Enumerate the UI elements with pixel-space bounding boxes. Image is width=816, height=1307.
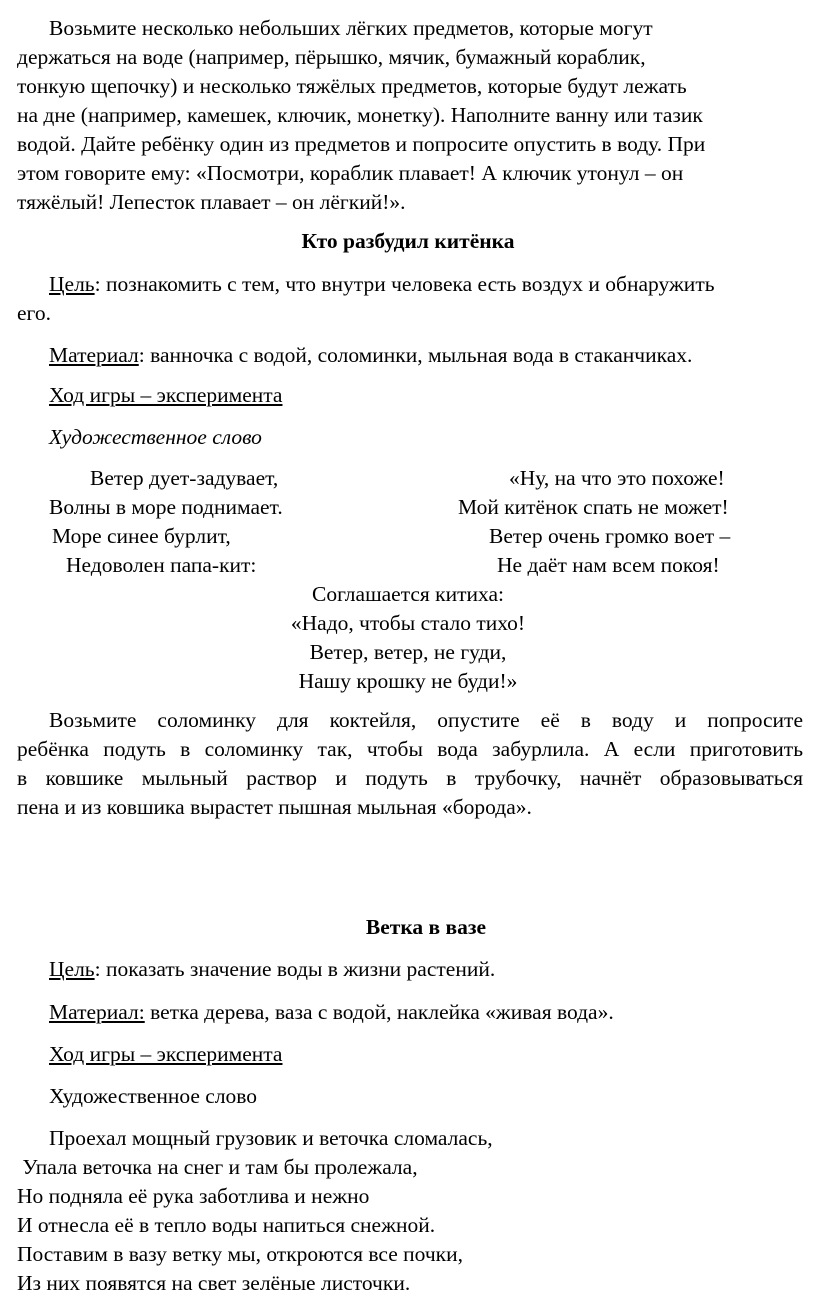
- poem-center-line: Ветер, ветер, не гуди,: [309, 640, 507, 664]
- section-title: Ветка в вазе: [365, 915, 487, 939]
- poem-line: Но подняла её рука заботлива и нежно: [17, 1184, 370, 1208]
- intro-line: этом говорите ему: «Посмотри, кораблик плавает! А ключик утонул – он: [17, 161, 684, 185]
- intro-line: на дне (например, камешек, ключик, монетку). Наполните ванну или тазик: [17, 103, 703, 127]
- poem-line: Из них появятся на свет зелёные листочки.: [17, 1271, 411, 1295]
- poem-left-line: Море синее бурлит,: [52, 524, 231, 548]
- goal-label: Цель: [49, 957, 95, 981]
- art-word-label: Художественное слово: [49, 1084, 258, 1108]
- process-label: Ход игры – эксперимента: [49, 1042, 283, 1066]
- intro-line: тонкую щепочку) и несколько тяжёлых предметов, которые будут лежать: [17, 74, 687, 98]
- closing-line: пена и из ковшика вырастет пышная мыльная «борода».: [17, 795, 532, 819]
- poem-right-line: Мой китёнок спать не может!: [458, 495, 729, 519]
- goal-continuation: его.: [17, 301, 51, 325]
- material-row: [49, 998, 614, 1026]
- poem-line: Поставим в вазу ветку мы, откроются все почки,: [17, 1242, 463, 1266]
- poem-left-line: Ветер дует-задувает,: [90, 466, 279, 490]
- poem-left-line: Волны в море поднимает.: [49, 495, 283, 519]
- closing-line: в ковшике мыльный раствор и подуть в трубочку, начнёт образовываться: [17, 766, 803, 790]
- goal-label: Цель: [49, 272, 95, 296]
- goal-row: [49, 270, 715, 298]
- poem-right-line: Ветер очень громко воет –: [489, 524, 731, 548]
- process-label: Ход игры – эксперимента: [49, 383, 283, 407]
- goal-text: : показать значение воды в жизни растений.: [94, 957, 496, 981]
- poem-right-line: «Ну, на что это похоже!: [509, 466, 725, 490]
- poem-line: Проехал мощный грузовик и веточка сломалась,: [49, 1126, 493, 1150]
- closing-line: ребёнка подуть в соломинку так, чтобы вода забурлила. А если приготовить: [17, 737, 803, 761]
- intro-line: тяжёлый! Лепесток плавает – он лёгкий!».: [17, 190, 406, 214]
- poem-right-line: Не даёт нам всем покоя!: [497, 553, 720, 577]
- intro-line: водой. Дайте ребёнку один из предметов и попросите опустить в воду. При: [17, 132, 706, 156]
- intro-line: держаться на воде (например, пёрышко, мячик, бумажный кораблик,: [17, 45, 646, 69]
- material-label: Материал: [49, 343, 139, 367]
- poem-line: И отнесла её в тепло воды напиться снежной.: [17, 1213, 436, 1237]
- goal-row: [49, 955, 495, 983]
- material-row: [49, 341, 692, 369]
- material-text: : ванночка с водой, соломинки, мыльная вода в стаканчиках.: [138, 343, 693, 367]
- poem-left-line: Недоволен папа-кит:: [66, 553, 257, 577]
- material-label: Материал:: [49, 1000, 145, 1024]
- closing-line: Возьмите соломинку для коктейля, опустите её в воду и попросите: [49, 708, 803, 732]
- goal-text: : познакомить с тем, что внутри человека есть воздух и обнаружить: [94, 272, 715, 296]
- poem-center-line: «Надо, чтобы стало тихо!: [290, 611, 526, 635]
- material-text: ветка дерева, ваза с водой, наклейка «живая вода».: [144, 1000, 614, 1024]
- poem-center-line: Нашу крошку не буди!»: [298, 669, 518, 693]
- art-word-label: Художественное слово: [49, 425, 262, 449]
- poem-center-line: Соглашается китиха:: [311, 582, 505, 606]
- intro-line: Возьмите несколько небольших лёгких предметов, которые могут: [49, 16, 653, 40]
- poem-line: Упала веточка на снег и там бы пролежала,: [17, 1155, 418, 1179]
- section-title: Кто разбудил китёнка: [301, 229, 515, 253]
